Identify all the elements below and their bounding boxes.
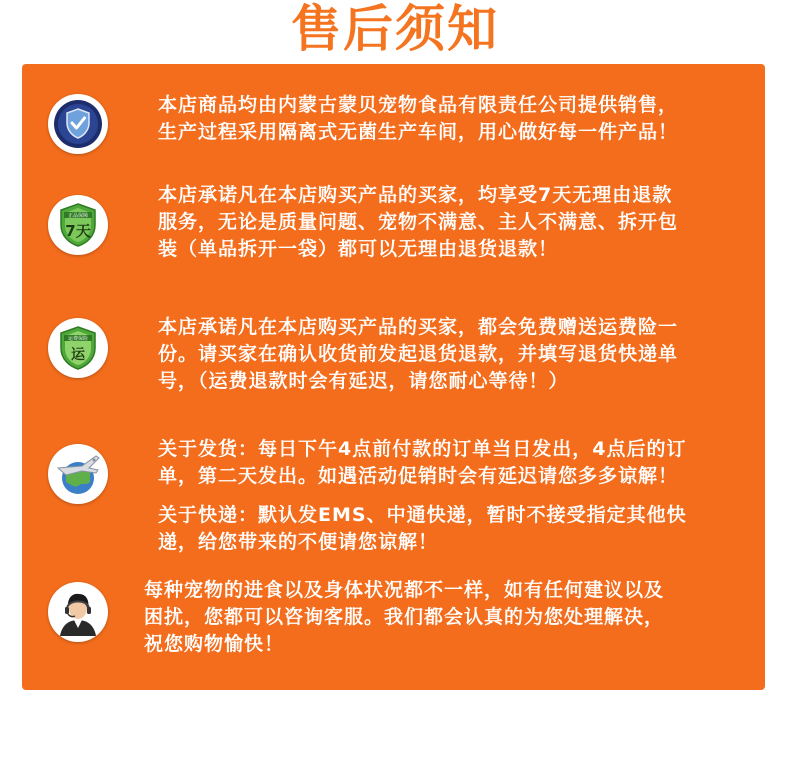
notice-line: 号，（运费退款时会有延迟，请您耐心等待！） — [158, 370, 569, 392]
notice-line: 本店承诺凡在本店购买产品的买家，都会免费赠送运费险一 — [158, 316, 679, 338]
badge-text: 7天 — [65, 222, 91, 240]
notice-line: 困扰，您都可以咨询客服。我们都会认真的为您处理解决， — [144, 606, 665, 628]
notice-line: 单，第二天发出。如遇活动促销时会有延迟请您多多谅解！ — [158, 465, 679, 487]
customer-service-icon — [48, 582, 108, 642]
notice-line: 生产过程采用隔离式无菌生产车间，用心做好每一件产品！ — [158, 121, 679, 143]
notice-text — [158, 92, 678, 146]
notice-text — [144, 577, 664, 658]
notice-line: 每种宠物的进食以及身体状况都不一样，如有任何建议以及 — [144, 579, 665, 601]
page-title: 售后须知 — [291, 0, 499, 58]
notice-line: 关于快递：默认发EMS、中通快递，暂时不接受指定其他快 — [158, 504, 687, 526]
shield-check-icon — [48, 94, 108, 154]
notice-text — [158, 314, 678, 395]
seven-day-guarantee-icon — [48, 195, 108, 255]
notice-line: 服务，无论是质量问题、宠物不满意、主人不满意、拆开包 — [158, 211, 679, 233]
notice-line: 本店承诺凡在本店购买产品的买家，均享受7天无理由退款 — [158, 184, 673, 206]
airplane-globe-icon — [48, 444, 108, 504]
badge-label: 正品保障 — [67, 213, 89, 219]
notice-line: 递，给您带来的不便请您谅解！ — [158, 531, 439, 553]
notice-line: 份。请买家在确认收货前发起退货退款，并填写退货快递单 — [158, 343, 679, 365]
notice-text — [158, 182, 678, 263]
notice-line: 本店商品均由内蒙古蒙贝宠物食品有限责任公司提供销售， — [158, 94, 679, 116]
notice-line: 关于发货：每日下午4点前付款的订单当日发出，4点后的订 — [158, 438, 687, 460]
notice-line: 装（单品拆开一袋）都可以无理由退货退款！ — [158, 238, 559, 260]
badge-text: 运 — [71, 347, 85, 363]
shipping-insurance-icon — [48, 318, 108, 378]
badge-label: 运费保险 — [67, 336, 89, 342]
notice-text — [158, 436, 686, 490]
notice-panel — [22, 64, 765, 690]
notice-text — [158, 502, 687, 556]
notice-line: 祝您购物愉快！ — [144, 633, 285, 655]
